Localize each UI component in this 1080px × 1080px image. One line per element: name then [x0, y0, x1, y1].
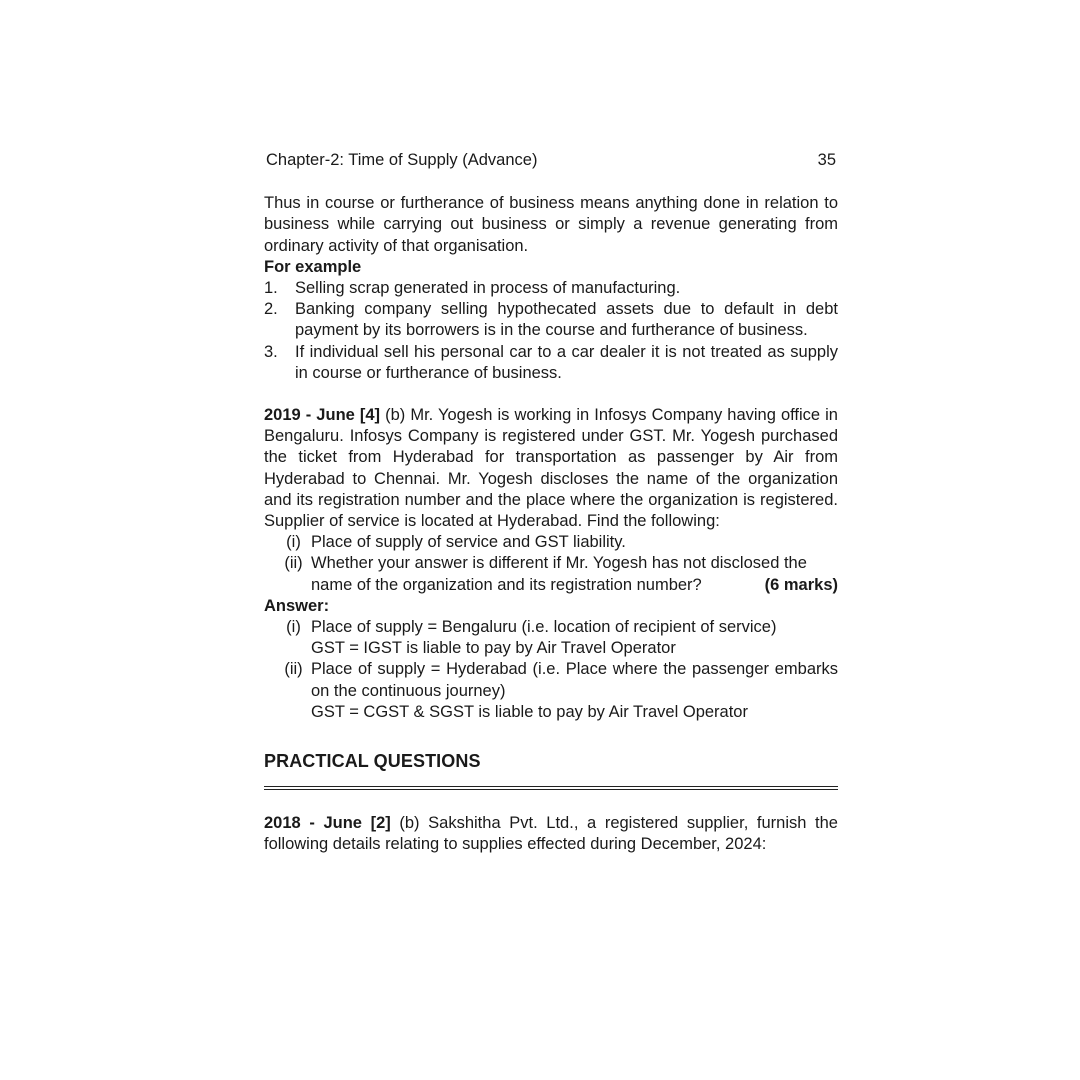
running-header: [266, 150, 836, 171]
list-number: 3.: [264, 342, 278, 361]
document-page: [264, 150, 838, 856]
answer-line: GST = IGST is liable to pay by Air Travel Operator: [311, 639, 676, 658]
answer-item: [264, 617, 838, 659]
answer-number: (ii): [284, 660, 303, 679]
answer-item: [264, 659, 838, 723]
chapter-title: Chapter-2: Time of Supply (Advance): [266, 151, 538, 169]
list-text: If individual sell his personal car to a car dealer it is not treated as supply in course or furtherance of business.: [295, 342, 838, 382]
question-reference: 2019 - June [4]: [264, 406, 381, 425]
answer-line: Place of supply = Bengaluru (i.e. location of recipient of service): [311, 618, 777, 637]
list-text: Banking company selling hypothecated assets due to default in debt payment by its borrowers is in the course and furtherance of business.: [295, 300, 838, 340]
part-text: Whether your answer is different if Mr. Yogesh has not disclosed the: [311, 554, 807, 573]
intro-paragraph: Thus in course or furtherance of business means anything done in relation to business while carrying out business or simply a revenue generating from ordinary activity of that organisation.: [264, 194, 838, 255]
section-title: PRACTICAL QUESTIONS: [264, 751, 481, 772]
list-number: 1.: [264, 279, 278, 298]
question-text: (b) Sakshitha Pvt. Ltd., a registered supplier, furnish the following details relating to supplies effected during December, 2024:: [264, 814, 838, 854]
part-number: (i): [286, 533, 301, 552]
question-part: [264, 553, 838, 595]
part-text: Place of supply of service and GST liability.: [311, 533, 626, 552]
question-part: [264, 532, 838, 553]
answer-heading: Answer:: [264, 596, 330, 615]
example-list: [264, 278, 838, 384]
list-text: Selling scrap generated in process of manufacturing.: [295, 279, 681, 298]
part-number: (ii): [284, 554, 303, 573]
practical-question-paragraph: [264, 813, 838, 855]
question-reference: 2018 - June [2]: [264, 814, 391, 833]
question-text: (b) Mr. Yogesh is working in Infosys Company having office in Bengaluru. Infosys Company is registered under GST. Mr. Yogesh purchased the ticket from Hyderabad for transportation as passenger by Air from Hyderabad to Chennai. Mr. Yogesh discloses the name of the organization and its registration number and the place where the organization is registered. Supplier of service is located at Hyderabad. Find the following:: [264, 406, 838, 531]
list-item: [264, 278, 838, 299]
answer-line: GST = CGST & SGST is liable to pay by Air Travel Operator: [311, 702, 748, 721]
answer-number: (i): [286, 618, 301, 637]
page-number: 35: [817, 151, 836, 169]
question-parts: [264, 532, 838, 596]
section-divider: [264, 786, 838, 790]
spacer: [264, 384, 838, 405]
answer-line: Place of supply = Hyderabad (i.e. Place where the passenger embarks on the continuous journey): [311, 660, 838, 700]
example-heading: For example: [264, 257, 362, 276]
list-item: [264, 299, 838, 341]
list-item: [264, 342, 838, 384]
marks-badge: (6 marks): [764, 575, 838, 594]
list-number: 2.: [264, 300, 278, 319]
question-paragraph: [264, 405, 838, 532]
answer-list: [264, 617, 838, 723]
part-text-continued: name of the organization and its registration number?: [311, 575, 702, 594]
